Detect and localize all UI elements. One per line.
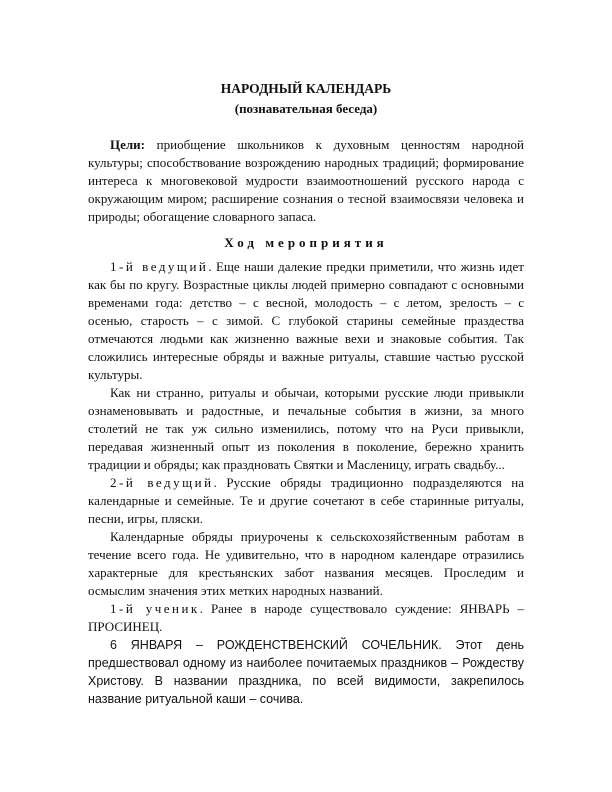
goals-text: приобщение школьников к духовным ценностям народной культуры; способствование возрождению народных традиций; формирование интереса к многовековой мудрости взаимоотношений русского народа с окружающим миром; расширение сознания о тесной взаимосвязи человека и природы; обогащение словарного запаса. <box>88 137 524 224</box>
paragraph-5 <box>88 600 524 636</box>
january-paragraph: 6 ЯНВАРЯ – РОЖДЕНСТВЕНСКИЙ СОЧЕЛЬНИК. Этот день предшествовал одному из наиболее почитаемых праздников – Рождеству Христову. В названии праздника, по всей видимости, закрепилось название ритуальной каши – сочива. <box>88 638 524 706</box>
paragraph-4 <box>88 528 524 600</box>
section-heading: Ход мероприятия <box>224 235 388 250</box>
paragraph-2 <box>88 384 524 474</box>
paragraph-text: . Ранее в народе существовало суждение: ЯНВАРЬ – ПРОСИНЕЦ. <box>88 601 525 634</box>
paragraph-1 <box>88 258 524 384</box>
goals-label: Цели: <box>110 137 145 152</box>
speaker-label: 1-й ведущий <box>110 259 209 274</box>
paragraph-3 <box>88 474 524 528</box>
paragraph-text: . Еще наши далекие предки приметили, что жизнь идет как бы по кругу. Возрастные циклы людей примерно совпадают с основными временами года: детство – с весной, молодость – с летом, зрелость – с осенью, старость – с зимой. С глубокой старины семейные праздества отмечаются людьми как жизненно важные вехи и знаковые события. Так сложились интересные обряды и важные ритуалы, ставшие частью русской культуры. <box>88 259 524 382</box>
paragraph-text: Календарные обряды приурочены к сельскохозяйственным работам в течение всего года. Не удивительно, что в народном календаре отразились характерные для крестьянских забот названия месяцев. Проследим и осмыслим значения этих метких народных названий. <box>88 529 524 598</box>
goals-paragraph <box>88 136 524 226</box>
document-page <box>88 80 524 708</box>
speaker-label: 2-й ведущий <box>110 475 214 490</box>
paragraph-text: Как ни странно, ритуалы и обычаи, которыми русские люди привыкли ознаменовывать и радостные, и печальные события в жизни, за много столетий не так уж сильно изменились, потому что на Руси привыкли, передавая жизненный опыт из поколения в поколение, бережно хранить традиции и обряды; как праздновать Святки и Масленицу, играть свадьбу... <box>88 385 524 472</box>
document-subtitle: (познавательная беседа) <box>234 101 378 116</box>
document-title: НАРОДНЫЙ КАЛЕНДАРЬ <box>220 81 392 96</box>
paragraph-text: . Русские обряды традиционно подразделяются на календарные и семейные. Те и другие сочетают в себе старинные ритуалы, песни, игры, пляски. <box>88 475 524 526</box>
speaker-label: 1-й ученик <box>110 601 200 616</box>
